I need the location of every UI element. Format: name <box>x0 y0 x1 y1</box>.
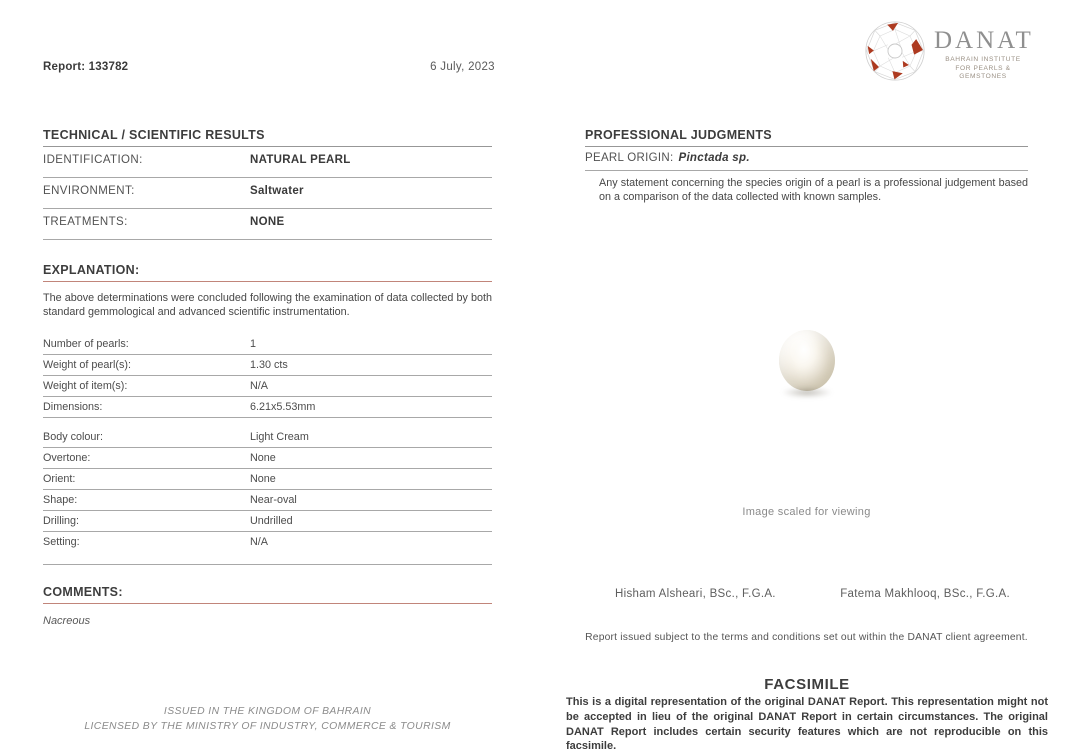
number-of-pearls-label: Number of pearls: <box>43 338 129 350</box>
dimensions-row <box>43 397 492 418</box>
orient-value: None <box>250 473 276 485</box>
body-colour-row <box>43 427 492 448</box>
issuer-footer <box>43 705 492 734</box>
weight-of-pearls-label: Weight of pearl(s): <box>43 359 132 371</box>
dimensions-value: 6.21x5.53mm <box>250 401 316 413</box>
danat-logo-text <box>934 28 1032 82</box>
signature-left: Hisham Alsheari, BSc., F.G.A. <box>615 588 776 600</box>
report-number: Report: 133782 <box>43 61 129 73</box>
treatments-label: TREATMENTS: <box>43 216 128 228</box>
body-colour-value: Light Cream <box>250 431 309 443</box>
pearl-measurements-table <box>43 334 492 418</box>
origin-statement: Any statement concerning the species origin of a pearl is a professional judgement based on a comparison of the data collected with known samples. <box>599 177 1028 203</box>
image-scale-caption: Image scaled for viewing <box>742 506 871 518</box>
drilling-value: Undrilled <box>250 515 293 527</box>
professional-judgments-column <box>585 128 1028 668</box>
danat-pearl-emblem-icon <box>864 20 926 82</box>
explanation-text: The above determinations were concluded following the examination of data collected by both standard gemmological and advanced scientific instrumentation. <box>43 292 492 318</box>
shape-row <box>43 490 492 511</box>
danat-logo <box>864 18 1034 86</box>
environment-row <box>43 178 492 209</box>
technical-results-column <box>43 128 492 627</box>
weight-of-items-value: N/A <box>250 380 268 392</box>
terms-line: Report issued subject to the terms and conditions set out within the DANAT client agreement. <box>585 632 1028 643</box>
identification-row <box>43 147 492 178</box>
pearl-image <box>779 330 835 391</box>
pearl-image-shadow <box>781 387 833 398</box>
drilling-label: Drilling: <box>43 515 79 527</box>
facsimile-text: This is a digital representation of the original DANAT Report. This representation might not be accepted in lieu of the original DANAT Report in certain circumstances. The original DANAT Report includes certain security features which are not reproducible on this facsimile. <box>566 696 1048 753</box>
orient-label: Orient: <box>43 473 76 485</box>
weight-of-items-row <box>43 376 492 397</box>
technical-results-title: TECHNICAL / SCIENTIFIC RESULTS <box>43 128 492 147</box>
drilling-row <box>43 511 492 532</box>
overtone-row <box>43 448 492 469</box>
weight-of-pearls-row <box>43 355 492 376</box>
pearl-photo <box>772 330 842 398</box>
comments-text: Nacreous <box>43 615 91 627</box>
issuer-footer-line2: LICENSED BY THE MINISTRY OF INDUSTRY, COMMERCE & TOURISM <box>84 720 451 732</box>
facsimile-title: FACSIMILE <box>764 676 850 693</box>
setting-label: Setting: <box>43 536 80 548</box>
signatures-row <box>585 588 1028 600</box>
identification-label: IDENTIFICATION: <box>43 154 143 166</box>
shape-label: Shape: <box>43 494 78 506</box>
facsimile-section <box>566 676 1048 754</box>
pearl-origin-value: Pinctada sp. <box>678 152 750 164</box>
comments-title: COMMENTS: <box>43 585 492 604</box>
pearl-origin-label: PEARL ORIGIN: <box>585 152 674 164</box>
issuer-footer-line1: ISSUED IN THE KINGDOM OF BAHRAIN <box>163 706 372 717</box>
treatments-row <box>43 209 492 240</box>
signature-right: Fatema Makhlooq, BSc., F.G.A. <box>840 588 1010 600</box>
weight-of-items-label: Weight of item(s): <box>43 380 128 392</box>
explanation-title: EXPLANATION: <box>43 263 492 282</box>
danat-subtitle-line2: FOR PEARLS & GEMSTONES <box>955 64 1011 80</box>
overtone-label: Overtone: <box>43 452 91 464</box>
shape-value: Near-oval <box>250 494 297 506</box>
number-of-pearls-value: 1 <box>250 338 257 350</box>
overtone-value: None <box>250 452 276 464</box>
pearl-origin-row <box>585 147 1028 171</box>
pearl-appearance-table <box>43 427 492 565</box>
body-colour-label: Body colour: <box>43 431 104 443</box>
danat-wordmark: DANAT <box>934 27 1034 54</box>
weight-of-pearls-value: 1.30 cts <box>250 359 288 371</box>
number-of-pearls-row <box>43 334 492 355</box>
identification-value: NATURAL PEARL <box>250 154 351 166</box>
treatments-value: NONE <box>250 216 285 228</box>
orient-row <box>43 469 492 490</box>
danat-subtitle-line1: BAHRAIN INSTITUTE <box>945 56 1021 63</box>
report-date: 6 July, 2023 <box>430 61 495 73</box>
professional-judgments-title: PROFESSIONAL JUDGMENTS <box>585 128 1028 147</box>
setting-value: N/A <box>250 536 268 548</box>
environment-value: Saltwater <box>250 185 304 197</box>
setting-row <box>43 532 492 565</box>
dimensions-label: Dimensions: <box>43 401 103 413</box>
environment-label: ENVIRONMENT: <box>43 185 135 197</box>
